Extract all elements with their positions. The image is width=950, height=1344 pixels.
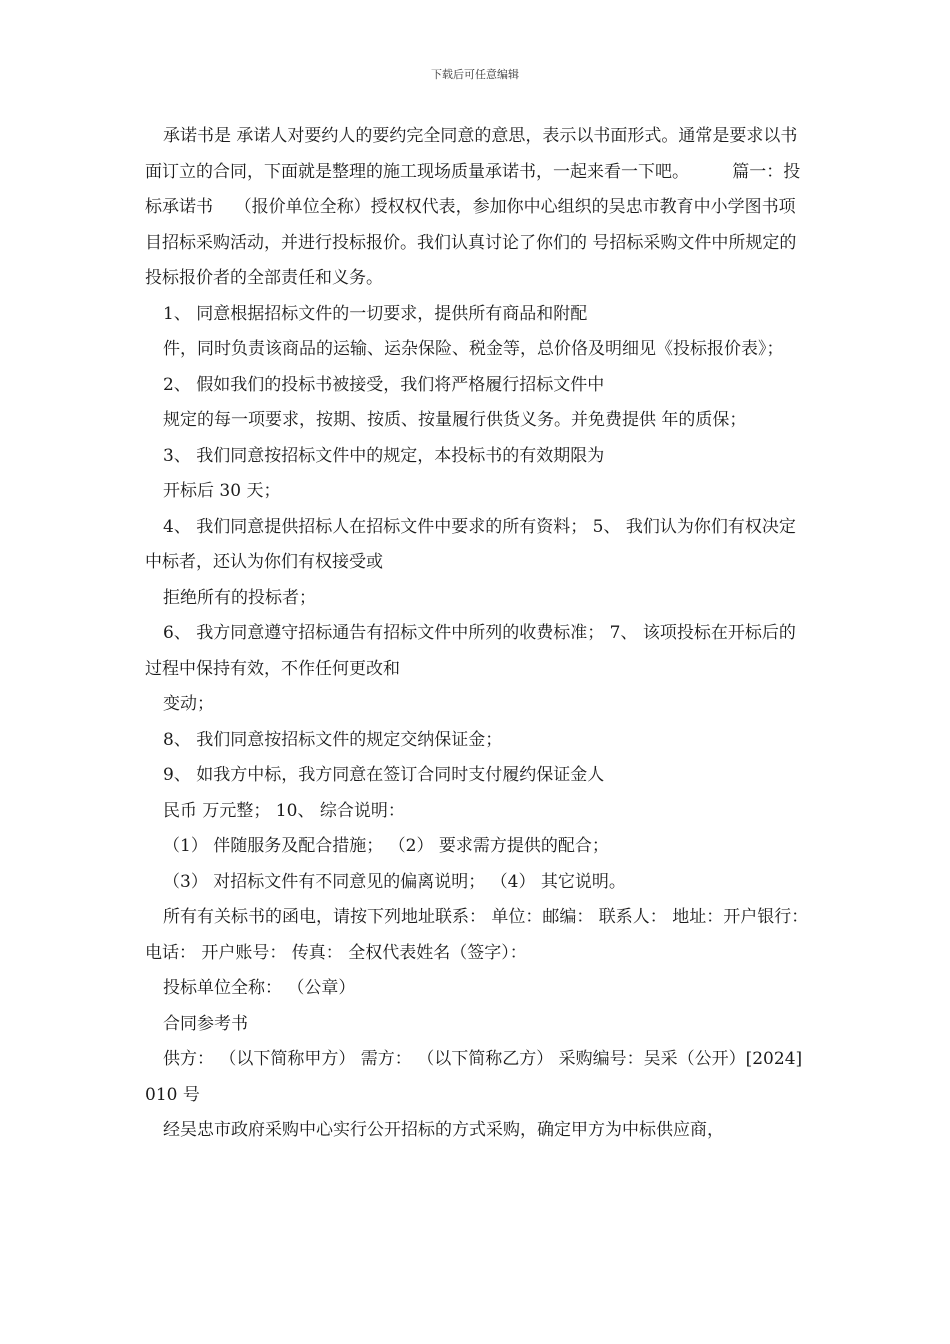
paragraph-item-5-cont: 拒绝所有的投标者； [163, 587, 316, 608]
paragraph-intro: 承诺书是 承诺人对要约人的要约完全同意的意思，表示以书面形式。通常是要求以书面订立的合同，下面就是整理的施工现场质量承诺书，一起来看一下吧。 篇一：投标承诺书 （报价单位全称）授权权代表，参加你中心组织的吴忠市教育中小学图书项目招标采购活动，并进行投标报价。我们认真讨论了你们的 号招标采购文件中所规定的投标报价者的全部责任和义务。 [145, 126, 801, 288]
paragraph-item-3-cont: 开标后 30 天； [163, 481, 281, 501]
paragraph-item-9-10: 民币 万元整； 10、 综合说明： [163, 800, 405, 821]
paragraph-bidder-name: 投标单位全称： （公章） [163, 978, 356, 998]
paragraph-contact: 所有有关标书的函电，请按下列地址联系： 单位：邮编： 联系人： 地址：开户银行： 电话： 开户账号： 传真： 全权代表姓名（签字）： [145, 907, 814, 963]
paragraph-item-7-cont: 变动； [163, 694, 214, 714]
paragraph-item-1-cont: 件，同时负责该商品的运输、运杂保险、税金等，总价佫及明细见《投标报价表》； [163, 339, 784, 359]
page-header-note: 下载后可任意编辑 [431, 68, 519, 81]
document-body [145, 119, 814, 1149]
paragraph-item-3: 3、 我们同意按招标文件中的规定，本投标书的有效期限为 [163, 445, 605, 466]
paragraph-item-9: 9、 如我方中标，我方同意在签订合同时支付履约保证金人 [163, 765, 605, 785]
paragraph-contract-title: 合同参考书 [163, 1013, 248, 1034]
paragraph-procurement: 经吴忠市政府采购中心实行公开招标的方式采购，确定甲方为中标供应商， [163, 1120, 724, 1140]
paragraph-note-1-2: （1） 伴随服务及配合措施； （2） 要求需方提供的配合； [163, 836, 609, 856]
paragraph-item-8: 8、 我们同意按招标文件的规定交纳保证金； [163, 729, 503, 750]
paragraph-item-2: 2、 假如我们的投标书被接受，我们将严格履行招标文件中 [163, 374, 605, 395]
paragraph-item-4-5: 4、 我们同意提供招标人在招标文件中要求的所有资料； 5、 我们认为你们有权决定中标者，还认为你们有权接受或 [145, 516, 796, 572]
paragraph-item-2-cont: 规定的每一项要求，按期、按质、按量履行供货义务。并免费提供 年的质保； [163, 410, 747, 430]
paragraph-note-3-4: （3） 对招标文件有不同意见的偏离说明； （4） 其它说明。 [163, 871, 626, 892]
paragraph-parties: 供方： （以下简称甲方） 需方： （以下简称乙方） 采购编号：吴采（公开）[2024]010 号 [145, 1049, 803, 1105]
paragraph-item-1: 1、 同意根据招标文件的一切要求，提供所有商品和附配 [163, 303, 588, 324]
paragraph-item-6-7: 6、 我方同意遵守招标通告有招标文件中所列的收费标准； 7、 该项投标在开标后的过程中保持有效，不作任何更改和 [145, 623, 796, 679]
